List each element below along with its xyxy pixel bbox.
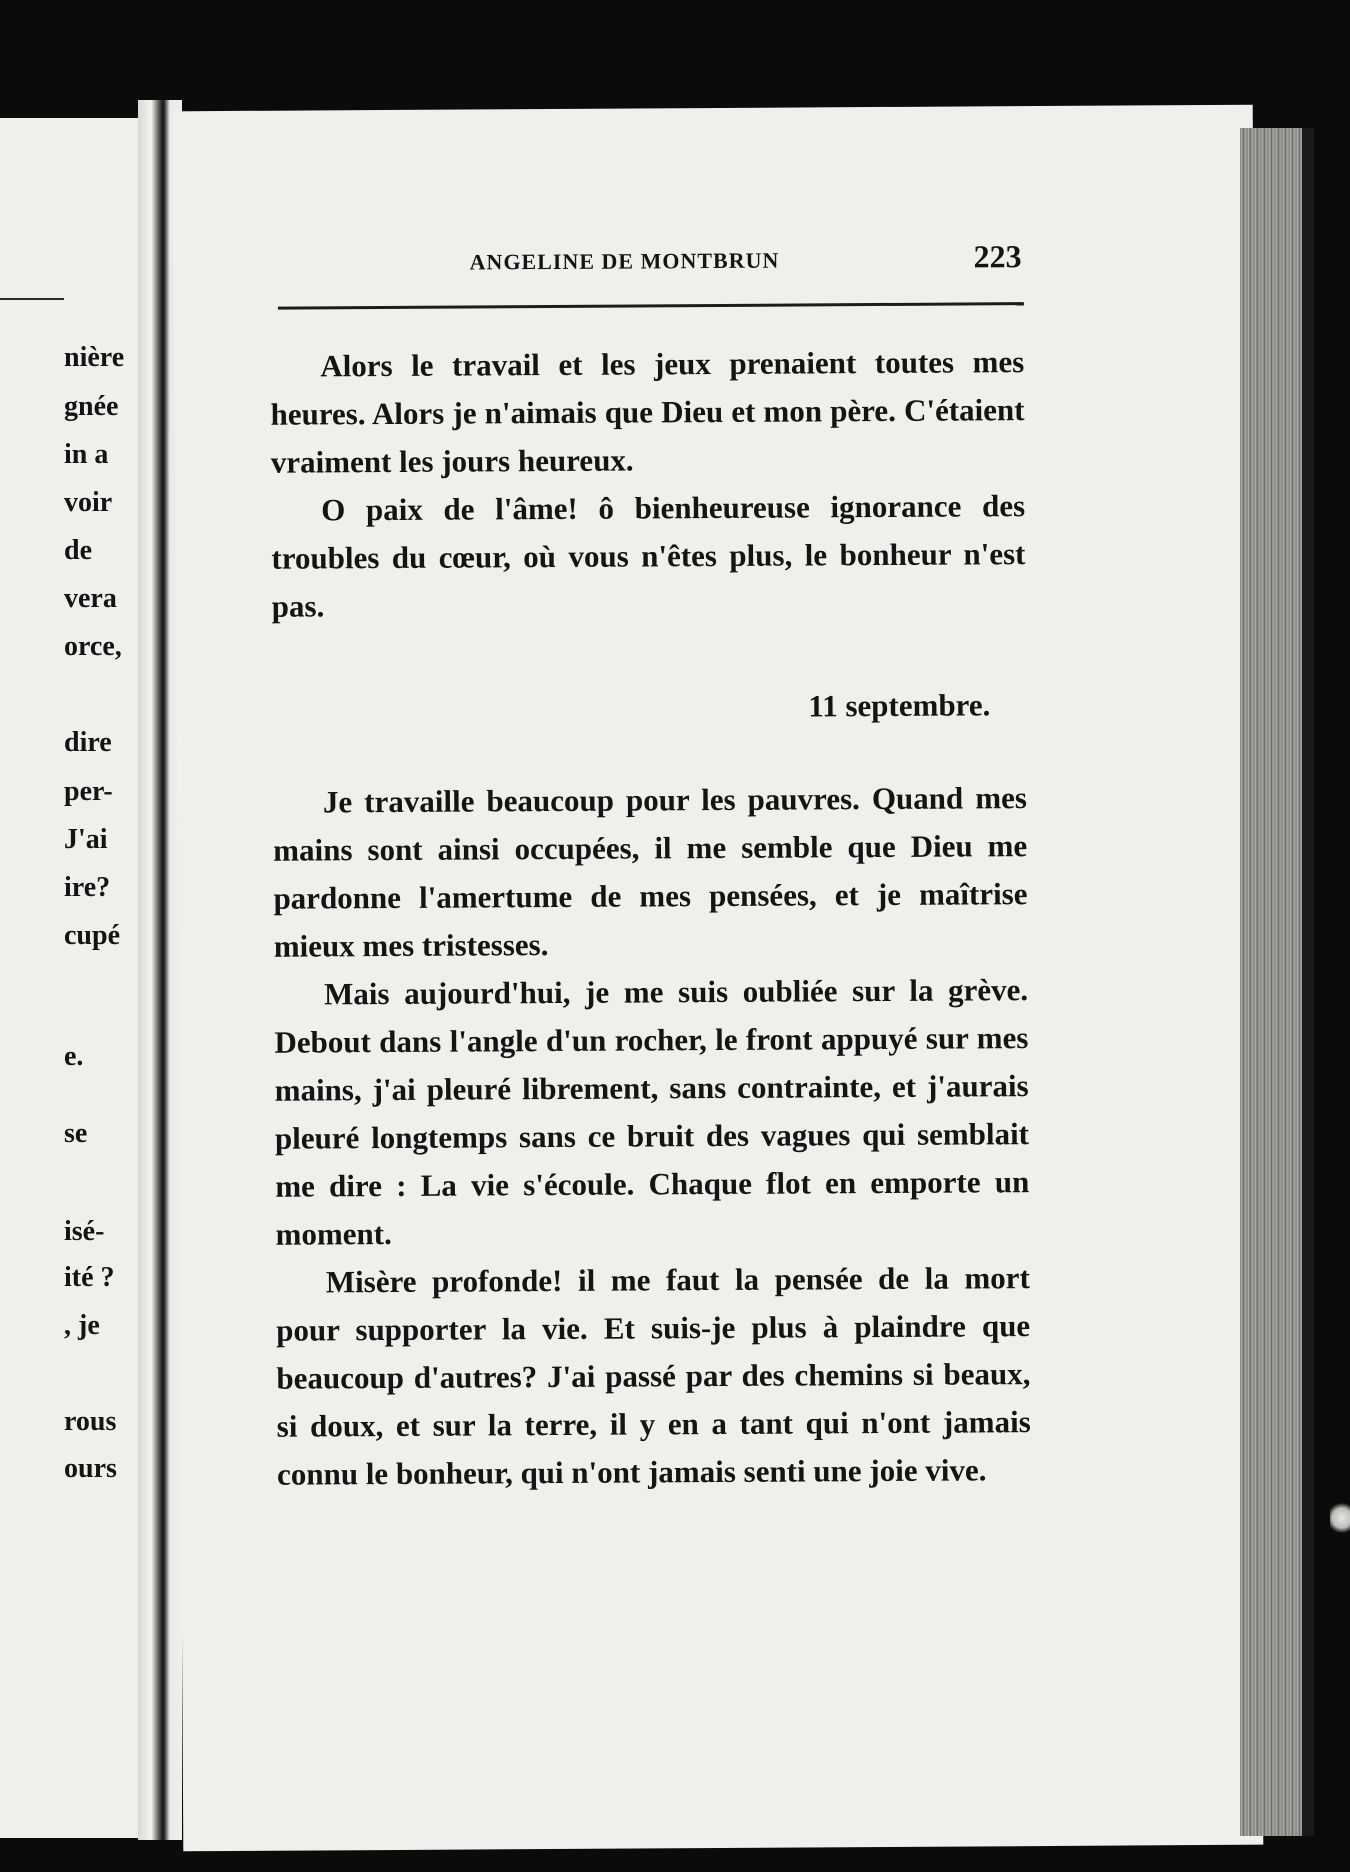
left-line-fragment: voir [64,487,113,518]
header-rule [278,302,1024,310]
scan-speck [1330,1500,1350,1536]
left-line-fragment: se [64,1118,88,1149]
paragraph: O paix de l'âme! ô bienheureuse ignorance des troubles du cœur, où vous n'êtes plus, le bonheur n'est pas. [271,488,1026,624]
dateline: 11 septembre. [808,687,991,724]
left-line-fragment: orce, [64,631,122,662]
right-page [173,105,1264,1852]
left-line-fragment: ité ? [64,1262,115,1293]
left-line-fragment: cupé [64,920,120,951]
left-line-fragment: de [64,535,92,566]
left-line-fragment: dire [64,727,112,758]
paragraph: Misère profonde! il me faut la pensée de la mort pour supporter la vie. Et suis-je plus à plaindre que beaucoup d'autres? J'ai passé par des chemins si beaux, si doux, et sur la terre, il y en a tant qui n'ont jamais connu le bonheur, qui n'ont jamais senti une joie vive. [276,1260,1031,1492]
paragraph: Je travaille beaucoup pour les pauvres. Quand mes mains sont ainsi occupées, il me semble que Dieu me pardonne l'amertume de mes pensées, et je maîtrise mieux mes tristesses. [273,780,1028,964]
page-number: 223 [973,238,1022,275]
paragraph: Mais aujourd'hui, je me suis oubliée sur la grève. Debout dans l'angle d'un rocher, le front appuyé sur mes mains, j'ai pleuré librement, sans contrainte, et j'aurais pleuré longtemps sans ce bruit des vagues qui semblait me dire : La vie s'écoule. Chaque flot en emporte un moment. [274,972,1030,1252]
left-line-fragment: rous [64,1406,117,1437]
left-line-fragment: ire? [64,872,111,903]
paragraph: Alors le travail et les jeux prenaient toutes mes heures. Alors je n'aimais que Dieu et mon père. C'étaient vraiment les jours heureux. [270,344,1025,480]
left-line-fragment: , je [64,1310,100,1341]
left-line-fragment: ours [64,1453,117,1484]
page-body [270,338,1031,1499]
running-head: ANGELINE DE MONTBRUN [469,247,780,275]
left-line-fragment: isé- [64,1216,105,1247]
left-line-fragment: vera [64,583,117,614]
left-line-fragment: nière [64,342,125,373]
left-line-fragment: J'ai [64,824,108,855]
left-line-fragment: per- [64,776,113,807]
left-line-fragment: gnée [64,391,119,422]
page-edge-stack [1240,128,1302,1836]
left-line-fragment: in a [64,439,109,470]
left-line-fragment: e. [64,1041,84,1072]
